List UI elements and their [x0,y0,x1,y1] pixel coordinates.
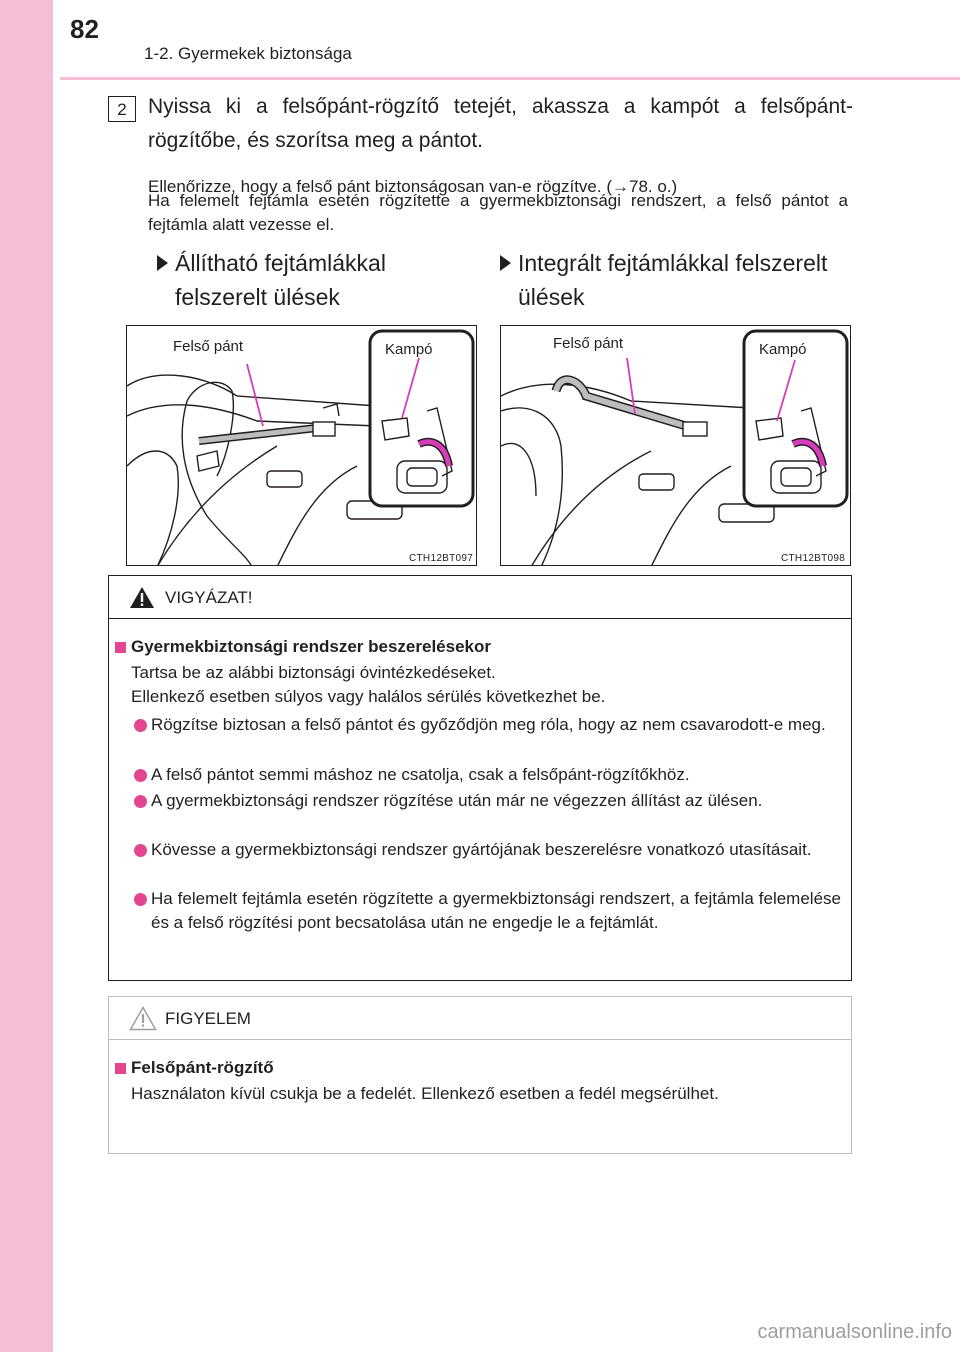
circle-bullet-icon [134,719,147,732]
section-title: 1-2. Gyermekek biztonsága [144,44,352,63]
step-note-check: Ellenőrizze, hogy a felső pánt biztonságosan van-e rögzítve. (→78. o.) [148,177,678,196]
notice-header [109,997,851,1040]
caution-item: Kövesse a gyermekbiztonsági rendszer gyártójának beszerelésre vonatkozó utasításait. [151,840,812,859]
square-bullet-icon [115,642,126,653]
header-divider [60,77,960,80]
circle-bullet-icon [134,769,147,782]
caution-intro-1: Tartsa be az alábbi biztonsági óvintézkedéseket. [131,663,496,682]
notice-triangle-icon [129,1006,157,1031]
circle-bullet-icon [134,893,147,906]
label-top-strap: Felső pánt [553,335,624,352]
notice-box [108,996,852,1154]
figure-adjustable-headrest [126,325,477,566]
label-hook: Kampó [385,341,433,358]
figure-heading-integrated: Integrált fejtámlákkal felszerelt ülések [518,250,828,310]
caution-item: Rögzítse biztosan a felső pántot és győződjön meg róla, hogy az nem csavarodott-e meg. [151,715,826,734]
watermark: carmanualsonline.info [757,1321,952,1343]
label-top-strap: Felső pánt [173,338,244,355]
caution-intro-2: Ellenkező esetben súlyos vagy halálos sérülés következhet be. [131,687,606,706]
illustration-integrated-headrest [501,326,851,566]
circle-bullet-icon [134,844,147,857]
arrow-bullet-icon [500,255,511,271]
figure-integrated-headrest [500,325,851,566]
caution-title: VIGYÁZAT! [165,588,253,607]
label-hook: Kampó [759,341,807,358]
figure-heading-adjustable: Állítható fejtámlákkal felszerelt ülések [175,250,386,310]
notice-title: FIGYELEM [165,1009,251,1028]
figure-code: CTH12BT098 [781,553,846,564]
figure-code: CTH12BT097 [409,553,474,564]
step-number: 2 [108,96,136,122]
step-instruction: Nyissa ki a felsőpánt-rögzítő tetejét, akassza a kampót a felsőpánt-rögzítőbe, és szorítsa meg a pántot. [148,95,853,152]
caution-header [109,576,851,619]
arrow-bullet-icon [157,255,168,271]
notice-text: Használaton kívül csukja be a fedelét. Ellenkező esetben a fedél megsérülhet. [131,1084,719,1103]
square-bullet-icon [115,1063,126,1074]
caution-item: A felső pántot semmi máshoz ne csatolja, csak a felsőpánt-rögzítőkhöz. [151,765,690,784]
warning-triangle-icon [129,586,155,609]
caution-section-title: Gyermekbiztonsági rendszer beszerelésekor [131,637,491,656]
circle-bullet-icon [134,795,147,808]
illustration-adjustable-headrest [127,326,477,566]
page-number: 82 [70,14,99,44]
step-note-headrest: Ha felemelt fejtámla esetén rögzítette a gyermekbiztonsági rendszert, a felső pántot a fejtámla alatt vezesse el. [148,191,848,234]
caution-box [108,575,852,981]
caution-item: Ha felemelt fejtámla esetén rögzítette a gyermekbiztonsági rendszert, a fejtámla felemelése és a felső rögzítési pont becsatolása után ne engedje le a fejtámlát. [151,889,841,932]
notice-section-title: Felsőpánt-rögzítő [131,1058,274,1077]
caution-item: A gyermekbiztonsági rendszer rögzítése után már ne végezzen állítást az ülésen. [151,791,763,810]
page-side-bar [0,0,53,1352]
